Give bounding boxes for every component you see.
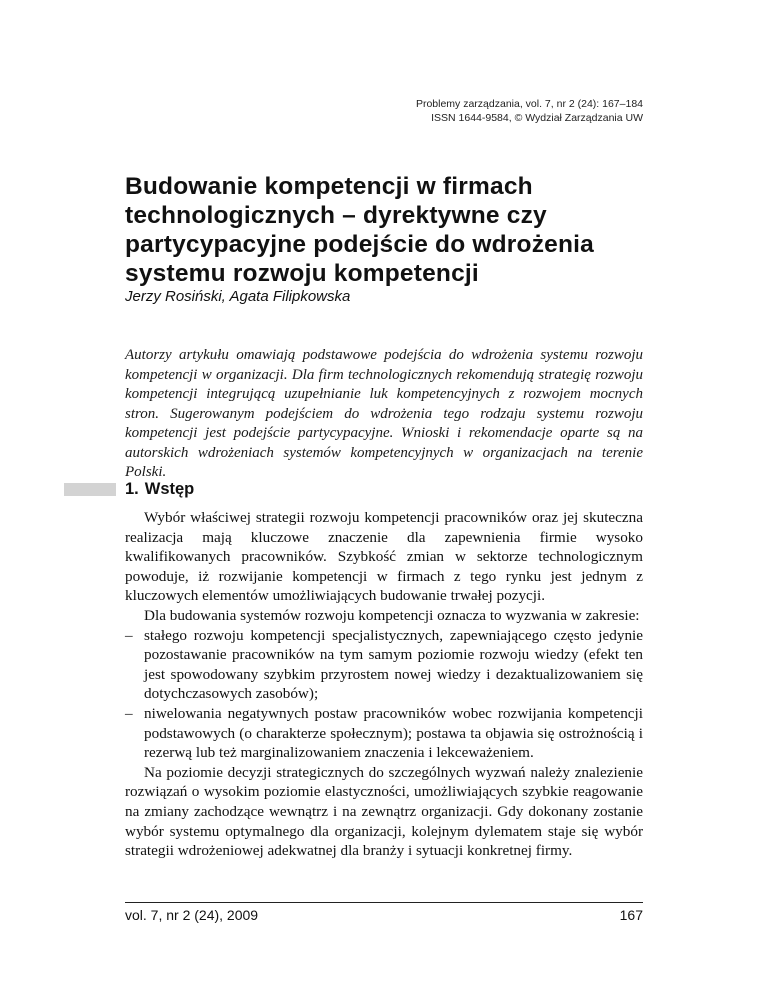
journal-issn: ISSN 1644-9584, © Wydział Zarządzania UW	[431, 112, 643, 124]
dash-bullet: –	[125, 704, 133, 722]
footer-issue: vol. 7, nr 2 (24), 2009	[125, 907, 259, 923]
journal-header	[300, 97, 643, 125]
article-title: Budowanie kompetencji w firmach technologicznych – dyrektywne czy partycypacyjne podejście do wdrożenia systemu rozwoju kompetencji	[125, 173, 594, 287]
list-item	[125, 626, 643, 704]
page-number: 167	[619, 907, 643, 923]
body-paragraph: Wybór właściwej strategii rozwoju kompetencji pracowników oraz jej skuteczna realizacja mają kluczowe znaczenie dla zapewnienia firmie wysoko kwalifikowanych pracowników. Szybkość zmian w sektorze technologicznym powoduje, iż rozwijanie kompetencji w firmach z tego rynku jest jednym z kluczowych elementów umożliwiających budowanie trwałej pozycji.	[125, 509, 643, 605]
list-item	[125, 704, 643, 763]
list-item-text: stałego rozwoju kompetencji specjalistycznych, zapewniającego często jedynie pozostawanie pracowników na tym samym poziomie rozwoju wiedzy (efekt ten jest spowodowany szybkim przyrostem nowej wiedzy i dezaktualizowaniem się dotychczasowych zasobów);	[144, 626, 643, 703]
section-title: Wstęp	[144, 480, 195, 498]
dash-bullet: –	[125, 626, 133, 644]
challenge-list	[125, 626, 643, 763]
section-number: 1.	[125, 480, 139, 498]
section-heading	[125, 479, 194, 499]
section-marker-bar	[64, 483, 116, 496]
article-abstract: Autorzy artykułu omawiają podstawowe podejścia do wdrożenia systemu rozwoju kompetencji w organizacji. Dla firm technologicznych rekomendują strategię rozwoju kompetencji integrującą uzupełnianie luk kompetencyjnych z rozwojem mocnych stron. Sugerowanym podejściem do wdrożenia tego rodzaju systemu rozwoju kompetencji jest podejście partycypacyjne. Wnioski i rekomendacje oparte są na autorskich wdrożeniach systemów kompetencyjnych w organizacjach na terenie Polski.	[125, 347, 643, 480]
body-paragraph: Na poziomie decyzji strategicznych do szczególnych wyzwań należy znalezienie rozwiązań o wysokim poziomie elastyczności, umożliwiających szybkie reagowanie na zmiany zachodzące wewnątrz i na zewnątrz organizacji. Gdy dokonany zostanie wybór systemu optymalnego dla organizacji, kolejnym dylematem staje się wybór strategii wdrożeniowej adekwatnej dla branży i sytuacji konkretnej firmy.	[125, 763, 643, 860]
article-authors: Jerzy Rosiński, Agata Filipkowska	[125, 288, 351, 305]
journal-citation: Problemy zarządzania, vol. 7, nr 2 (24): 167–184	[415, 98, 643, 110]
list-item-text: niwelowania negatywnych postaw pracowników wobec rozwijania kompetencji podstawowych (o charakterze społecznym); postawa ta objawia się ostrożnością i rezerwą lub też marginalizowaniem znaczenia i lekceważeniem.	[144, 704, 643, 762]
body-paragraph: Dla budowania systemów rozwoju kompetencji oznacza to wyzwania w zakresie:	[144, 606, 640, 624]
article-body	[125, 508, 643, 861]
footer-rule	[125, 902, 643, 903]
